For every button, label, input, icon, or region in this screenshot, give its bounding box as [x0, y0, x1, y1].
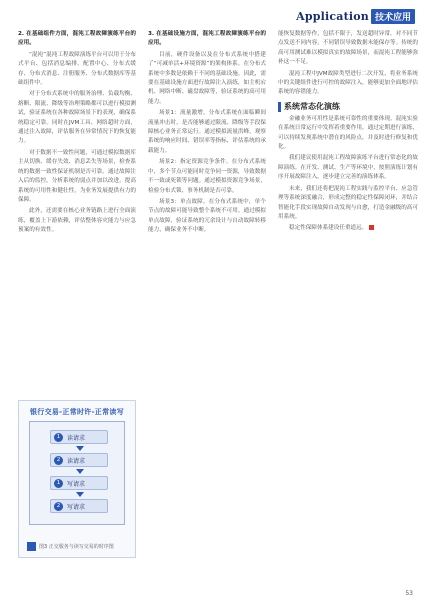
column-1-text [18, 30, 136, 236]
figure-diagram-box [29, 421, 125, 525]
closing-sentence: 稳定性保障体系建设任重道远。 [289, 225, 368, 232]
figure-step [50, 453, 108, 467]
figure-caption [27, 542, 114, 551]
column-3 [278, 30, 418, 585]
article-columns [18, 30, 417, 585]
end-mark-icon [369, 225, 374, 230]
down-arrow-icon [76, 469, 84, 474]
column-2-paragraph: 场景2：指定资源竞争条件。在分布式系统中，多个节点可能同时竞争同一资源，导致数据不一致或死锁等问题。通过模拟资源竞争场景，检验分布式锁、事务机制是否可靠。 [148, 159, 266, 194]
column-2-paragraph: 场景1：流量激增。分布式系统在面临瞬间流量冲击时，是否能够通过限流、降级等手段保障核心业务正常运行。通过模拟流量洪峰，观察系统的响应时间、错误率等指标，评估系统的承载能力。 [148, 110, 266, 154]
figure-caption-text: 图3 正交服务与读写交易的时序图 [39, 544, 114, 550]
column-3-text [278, 30, 418, 234]
column-1-paragraph: “混沌”混沌工程故障演练平台可以用于分布式平台、包括消息编排、配置中心、分布式缓存、分布式消息、注册服务、分布式数据库等基础组件中。 [18, 51, 136, 87]
column-3-paragraph [278, 224, 418, 233]
column-1-paragraph: 对于分布式系统中的服务治理、负载均衡、熔断、限流、降级等治理策略都可以进行模拟测试，验证系统在各种故障场景下的表现，确保系统稳定可靠。同时在JVM工具、网络超时方面，通过注入故障，评估服务在异常情况下的恢复能力。 [18, 91, 136, 145]
column-3-paragraph: 金融业务可用性是系统可靠性的重要体现。混沌实验在系统日常运行中发挥着重要作用，通过定期进行演练，可以持续发现系统中潜在的风险点，并及时进行修复和优化。 [278, 115, 418, 151]
step-number-badge: 2 [54, 456, 63, 465]
section-title: 系统常态化演练 [278, 102, 418, 112]
column-1-paragraph: 此外，还需要在核心业务链路上进行全面演练，覆盖上下游依赖，评估整体容灾能力与应急预案的有效性。 [18, 208, 136, 234]
page-header [296, 8, 415, 24]
figure-title: 银行交易-正常时许-正常读写 [29, 408, 124, 416]
down-arrow-icon [76, 492, 84, 497]
step-label: 读请求 [67, 457, 86, 465]
column-3-paragraph: 混沌工程中JVM故障类型进行二次开发，将业务系统中的关键组件进行可控的故障注入，能够更加全面地评估系统的容错能力。 [278, 70, 418, 96]
column-2-paragraph: 场景3：单点故障。在分布式系统中，单个节点的故障可能导致整个系统不可用。通过模拟单点故障，验证系统的冗余设计与自动故障转移能力，确保业务不中断。 [148, 198, 266, 234]
column-1 [18, 30, 136, 585]
column-2-paragraph: 目前，硬件设备以及在分布式系统中搭建了“可减单活+环境资源”的架构体系。在分布式系统中多数是依赖于不同的基础设施。因此，需要在基础设施方面进行故障注入演练，如主机宕机、网络中断、磁盘故障等，验证系统的高可用能力。 [148, 51, 266, 105]
column-1-heading: 2. 在基础组件方面，混沌工程故障演练平台的应用。 [18, 31, 136, 47]
down-arrow-icon [76, 446, 84, 451]
step-label: 读请求 [67, 434, 86, 442]
header-section-tag: 技术应用 [371, 9, 415, 24]
column-3-paragraph: 未来，我们还将把混沌工程实践与监控平台、应急管理等系统深度融合，形成完整的稳定性保障闭环，并结合智能化手段实现故障自动发现与自愈，打造金融级的高可用系统。 [278, 185, 418, 220]
step-label: 写请求 [67, 503, 86, 511]
step-number-badge: 1 [54, 479, 63, 488]
step-number-badge: 1 [54, 433, 63, 442]
figure-step [50, 499, 108, 513]
figure-sequence-diagram [18, 400, 136, 558]
step-number-badge: 2 [54, 502, 63, 511]
column-3-paragraph: 我们建议使用混沌工程故障演练平台进行常态化的故障演练。在开发、测试、生产等环境中，按照演练计划有序开展故障注入，逐步建立完善的演练体系。 [278, 155, 418, 181]
column-2-heading: 3. 在基础设施方面，混沌工程故障演练平台的应用。 [148, 31, 266, 47]
column-1-paragraph: 对于数据不一致性问题，可通过模拟数据库主从切换、缓存失效、消息丢失等场景，检查系统的数据一致性保证机制是否可靠。通过故障注入后的监控，分析系统的弱点并加以改进，提高系统的可用性和健壮性，为业务发展提供有力的保障。 [18, 149, 136, 203]
column-2 [148, 30, 266, 585]
page-number: 53 [405, 590, 413, 597]
figure-step [50, 430, 108, 444]
step-label: 写请求 [67, 480, 86, 488]
header-app-label: Application [296, 9, 369, 23]
column-3-paragraph: 能恢复数据等作，包括不限于，发送超时异常，对不同节点发送不同内容，不同错误导致数据未能保存等。传统的高可用测试难以模拟真实的故障场景，而混沌工程能够弥补这一不足。 [278, 31, 418, 66]
column-2-text [148, 30, 266, 236]
figure-step [50, 476, 108, 490]
caption-marker-icon [27, 542, 36, 551]
